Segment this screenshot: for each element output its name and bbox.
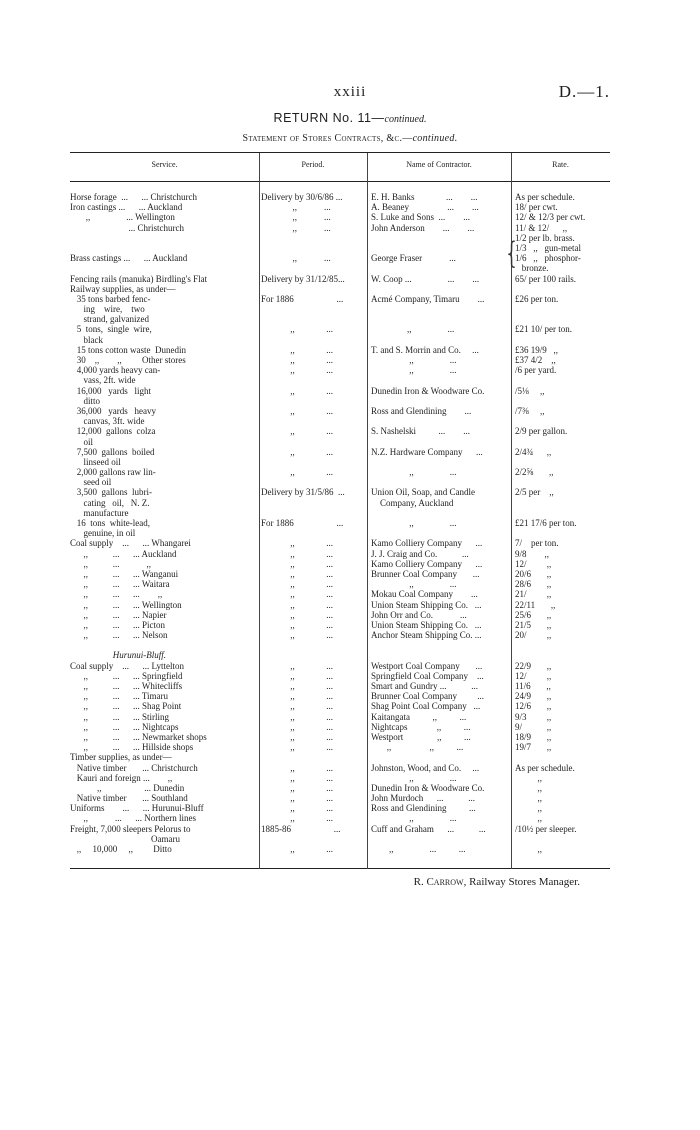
cell-period: Delivery by 31/12/85... [261,273,345,284]
table-body [70,192,610,854]
table-row [70,487,610,497]
cell-contractor: ,, ... [371,355,457,365]
cell-contractor: Acmé Company, Timaru ... [371,293,485,304]
table-row [70,457,610,467]
cell-rate: 20/6 ,, [515,568,552,579]
table-row [70,192,610,202]
cell-service: Iron castings ... ... Auckland [70,202,183,213]
cell-rate: 11/ & 12/ ,, [515,222,568,233]
cell-service: 15 tons cotton waste Dunedin [70,344,186,355]
cell-rate: 24/9 ,, [515,691,552,702]
cell-rate: 21/5 ,, [515,619,552,630]
cell-service: ,, ... ... Newmarket shops [70,731,207,742]
cell-period: ,, ... [261,691,333,702]
table-row [70,752,610,762]
cell-contractor: Union Steam Shipping Co. ... [371,619,482,630]
cell-contractor: Kamo Colliery Company ... [371,538,483,549]
cell-service: Uniforms ... ... Hurunui-Bluff [70,803,204,814]
table-row [70,549,610,559]
cell-period: ,, ... [261,701,333,712]
table-row [70,691,610,701]
cell-contractor: ,, ... ... [371,844,466,854]
subtitle-main: Statement of Stores Contracts, &c.— [242,133,413,144]
table-row [70,538,610,548]
table-row [70,274,610,284]
table-row [70,834,610,844]
table-row [70,243,610,253]
cell-service: ,, 10,000 ,, Ditto [70,844,172,854]
cell-contractor: Kaitangata ,, ... [371,711,467,722]
cell-service: 5 tons, single wire, [70,324,152,335]
table-row [70,416,610,426]
cell-contractor: ,, ... [371,365,457,376]
signature-title: , Railway Stores Manager. [463,876,580,888]
cell-rate: As per schedule. [515,762,575,773]
cell-service: Railway supplies, as under— [70,283,176,294]
table-row [70,671,610,681]
table-row [70,763,610,773]
cell-service: Fencing rails (manuka) Birdling's Flat [70,273,208,284]
cell-contractor: ,, ... [371,813,457,824]
title-main: RETURN No. 11— [273,111,385,125]
cell-service: 3,500 gallons lubri- [70,487,152,498]
cell-contractor: Johnston, Wood, and Co. ... [371,762,480,773]
table-row [70,559,610,569]
cell-rate: ,, [515,772,542,783]
cell-rate: 2/5 per ,, [515,487,554,498]
cell-period: ,, ... [261,568,333,579]
cell-contractor: S. Nashelski ... ... [371,426,470,437]
cell-service: Horse forage ... ... Christchurch [70,192,197,202]
table-row [70,294,610,304]
cell-contractor: Shag Point Coal Company ... [371,701,481,712]
cell-rate: /5⅛ ,, [515,385,545,396]
column-header-rate: Rate. [552,160,569,169]
cell-rate: £37 4/2 ,, [515,355,556,365]
cell-period: Delivery by 30/6/86 ... [261,192,343,202]
cell-service: 35 tons barbed fenc- [70,293,151,304]
cell-period: ,, ... [261,782,333,793]
header-bottom-rule [70,181,610,182]
cell-contractor: Dunedin Iron & Woodware Co. [371,385,485,396]
cell-rate: ,, [515,803,542,814]
cell-rate: 2/2⅝ ,, [515,467,554,478]
cell-period: ,, ... [261,803,333,814]
cell-contractor: Anchor Steam Shipping Co. ... [371,630,482,641]
cell-service: ,, ... ... Wellington [70,599,182,610]
cell-period: ,, ... [261,762,333,773]
cell-rate: 19/7 ,, [515,742,552,753]
table-row [70,620,610,630]
cell-contractor: John Murdoch ... ... [371,793,475,804]
cell-contractor: Westport ,, ... [371,731,471,742]
cell-service: ,, ... ... Springfield [70,670,183,681]
cell-service: canvas, 3ft. wide [70,416,145,427]
cell-service: ,, ... ... Whitecliffs [70,681,183,691]
table-row [70,650,610,660]
cell-period: ,, ... [261,670,333,681]
cell-period: ,, ... [261,446,333,457]
table-row [70,773,610,783]
cell-rate: £36 19/9 ,, [515,344,559,355]
cell-service: ,, ... ... Wanganui [70,568,179,579]
cell-contractor: ,, ... [371,324,455,335]
table-row [70,284,610,294]
cell-rate: £21 10/ per ton. [515,324,572,335]
cell-rate: 28/6 ,, [515,579,552,590]
cell-service: Hurunui-Bluff. [70,650,166,661]
cell-contractor: ,, ... [371,467,457,478]
cell-contractor: J. J. Craig and Co. ... [371,548,469,559]
cell-rate: 20/ ,, [515,630,552,641]
cell-service: Brass castings ... ... Auckland [70,253,188,264]
cell-service: ,, ... ,, [70,558,151,569]
cell-service: Timber supplies, as under— [70,752,172,763]
cell-period: ,, ... [261,660,333,671]
signature-initial: R. [413,876,427,888]
cell-contractor: Mokau Coal Company ... [371,589,478,600]
cell-service: ... Christchurch [70,222,184,233]
cell-rate: 18/9 ,, [515,731,552,742]
cell-period: ,, ... [261,385,333,396]
cell-contractor: W. Coop ... ... ... [371,273,480,284]
cell-service: ,, ... ... Stirling [70,711,170,722]
table-row [70,365,610,375]
table-row [70,793,610,803]
cell-period: Delivery by 31/5/86 ... [261,487,345,498]
cell-service: 4,000 yards heavy can- [70,365,161,376]
cell-service: 36,000 yards heavy [70,405,156,416]
cell-period: ,, ... [261,711,333,722]
signature [414,876,580,888]
cell-period: For 1886 ... [261,293,344,304]
cell-rate: bronze. [515,263,549,274]
table-row [70,467,610,477]
cell-service: Native timber ... Christchurch [70,762,198,773]
cell-rate: 11/6 ,, [515,681,551,691]
table-row [70,406,610,416]
cell-period: ,, ... [261,589,333,600]
table-row [70,304,610,314]
table-row [70,661,610,671]
table-row [70,263,610,273]
cell-rate: 25/6 ,, [515,609,552,620]
table-row [70,844,610,854]
cell-rate: 1/3 ,, gun-metal [515,242,581,253]
cell-rate: 9/3 ,, [515,711,552,722]
cell-service: ing wire, two [70,304,145,315]
cell-rate: ,, [515,844,542,854]
cell-service: genuine, in oil [70,528,136,539]
table-row [70,579,610,589]
cell-service: Coal supply ... ... Whangarei [70,538,191,549]
cell-rate: 12/ & 12/3 per cwt. [515,212,586,223]
cell-period: ,, ... [261,344,333,355]
cell-service: ,, ... ... Nightcaps [70,721,179,732]
cell-period: ,, ... [261,324,333,335]
cell-rate: As per schedule. [515,192,575,202]
table-row [70,569,610,579]
cell-contractor: S. Luke and Sons ... ... [371,212,470,223]
table-row [70,437,610,447]
signature-name: Carrow [426,876,464,888]
table-row [70,528,610,538]
cell-contractor: ,, ,, ... [371,742,464,753]
table-row [70,355,610,365]
cell-service: ,, ... ... Timaru [70,691,169,702]
cell-period: ,, ... [261,548,333,559]
cell-service: strand, galvanized [70,314,149,325]
table-row [70,447,610,457]
cell-contractor: E. H. Banks ... ... [371,192,478,202]
table-row [70,783,610,793]
cell-service: ,, ... Wellington [70,212,175,223]
cell-service: 16,000 yards light [70,385,151,396]
cell-service: ,, ... ... ,, [70,589,163,600]
table-row [70,640,610,650]
cell-rate: 2/9 per gallon. [515,426,568,437]
cell-period: ,, ... [261,212,331,223]
cell-service: vass, 2ft. wide [70,375,136,386]
table-row [70,732,610,742]
cell-service: Oamaru [70,833,180,844]
table-row [70,824,610,834]
cell-period: ,, ... [261,721,333,732]
document-reference: D.—1. [558,82,610,101]
cell-period: ,, ... [261,619,333,630]
table-row [70,600,610,610]
table-row [70,610,610,620]
cell-rate: £21 17/6 per ton. [515,518,577,528]
table-row [70,630,610,640]
cell-contractor: Nightcaps ,, ... [371,721,471,732]
column-header-period: Period. [301,160,325,169]
cell-service: manufacture [70,507,129,518]
table-row [70,386,610,396]
cell-rate: 12/ ,, [515,670,552,681]
curly-brace-icon: { [506,236,517,271]
cell-service: Native timber ... Southland [70,793,188,804]
cell-period: For 1886 ... [261,518,344,528]
cell-contractor: George Fraser ... [371,253,456,264]
table-row [70,202,610,212]
cell-period: ,, ... [261,558,333,569]
cell-service: linseed oil [70,456,121,467]
cell-service: ,, ... ... Auckland [70,548,177,559]
cell-service: cating oil, N. Z. [70,497,150,508]
table-row [70,803,610,813]
cell-contractor: Westport Coal Company ... [371,660,483,671]
cell-period: ,, ... [261,202,331,213]
table-top-rule [70,152,610,153]
cell-rate: 65/ per 100 rails. [515,273,576,284]
subtitle-suffix: continued. [412,133,458,144]
cell-service: ditto [70,395,101,406]
table-row [70,712,610,722]
table-row [70,233,610,243]
cell-rate: 1/6 ,, phosphor- [515,253,581,264]
cell-period: ,, ... [261,681,333,691]
table-row [70,813,610,823]
table-row [70,742,610,752]
table-row [70,722,610,732]
cell-period: ,, ... [261,426,333,437]
cell-service: ,, ... ... Hillside shops [70,742,194,753]
cell-period: 1885-86 ... [261,823,341,834]
cell-service: Freight, 7,000 sleepers Pelorus to [70,823,191,834]
cell-period: ,, ... [261,467,333,478]
cell-period: ,, ... [261,731,333,742]
cell-rate: 12/6 ,, [515,701,552,712]
cell-service: oil [70,436,94,447]
table-row [70,508,610,518]
cell-contractor: ,, ... [371,579,457,590]
cell-service: ,, ... ... Picton [70,619,166,630]
cell-rate: 2/4¾ ,, [515,446,552,457]
cell-contractor: N.Z. Hardware Company ... [371,446,483,457]
cell-service: ,, ... ... Nelson [70,630,168,641]
cell-contractor: T. and S. Morrin and Co. ... [371,344,479,355]
cell-period: ,, ... [261,253,331,264]
cell-rate: /10½ per sleeper. [515,823,577,834]
cell-rate: 12/ ,, [515,558,552,569]
cell-service: black [70,334,103,345]
cell-rate: 1/2 per lb. brass. [515,232,575,243]
cell-service: ,, ... ... Shag Point [70,701,182,712]
cell-contractor: John Orr and Co. ... [371,609,467,620]
table-row [70,518,610,528]
table-row [70,345,610,355]
cell-rate: ,, [515,793,542,804]
cell-rate: 22/11 ,, [515,599,556,610]
table-row [70,314,610,324]
cell-service: 16 tons white-lead, [70,518,150,528]
cell-rate: 22/9 ,, [515,660,552,671]
cell-period: ,, ... [261,793,333,804]
cell-service: 2,000 gallons raw lin- [70,467,156,478]
title-suffix: continued. [384,114,427,125]
page-subtitle [0,133,700,144]
page-title [0,111,700,125]
cell-contractor: Ross and Glendining ... [371,803,476,814]
cell-service: ,, ... ... Waitara [70,579,170,590]
cell-period: ,, ... [261,405,333,416]
table-row [70,701,610,711]
cell-rate: 9/ ,, [515,721,552,732]
table-row [70,324,610,334]
cell-service: Coal supply ... ... Lyttelton [70,660,184,671]
cell-period: ,, ... [261,599,333,610]
table-row [70,681,610,691]
cell-contractor: Kamo Colliery Company ... [371,558,483,569]
cell-rate: /6 per yard. [515,365,557,376]
cell-service: Kauri and foreign ... ,, [70,772,173,783]
table-row [70,375,610,385]
cell-contractor: Cuff and Graham ... ... [371,823,486,834]
cell-contractor: Brunner Coal Company ... [371,568,480,579]
table-row [70,426,610,436]
cell-contractor: Springfield Coal Company ... [371,670,484,681]
cell-rate: ,, [515,782,542,793]
cell-service: 12,000 gallons colza [70,426,156,437]
table-row [70,223,610,233]
cell-period: ,, ... [261,844,333,854]
cell-contractor: Company, Auckland [371,497,454,508]
cell-contractor: Union Oil, Soap, and Candle [371,487,475,498]
cell-period: ,, ... [261,538,333,549]
cell-contractor: Union Steam Shipping Co. ... [371,599,482,610]
cell-period: ,, ... [261,630,333,641]
cell-period: ,, ... [261,772,333,783]
cell-period: ,, ... [261,609,333,620]
cell-contractor: Smart and Gundry ... ... [371,681,478,691]
cell-contractor: John Anderson ... ... [371,222,475,233]
cell-period: ,, ... [261,813,333,824]
cell-period: ,, ... [261,355,333,365]
cell-rate: 18/ per cwt. [515,202,558,213]
column-header-contractor: Name of Contractor. [406,160,472,169]
table-row [70,253,610,263]
cell-service: ,, ... ... Napier [70,609,167,620]
cell-period: ,, ... [261,222,331,233]
cell-service: 7,500 gallons boiled [70,446,155,457]
cell-contractor: Dunedin Iron & Woodware Co. [371,782,485,793]
cell-service: 30 ,, ,, Other stores [70,355,186,365]
table-row [70,396,610,406]
table-row [70,498,610,508]
table-row [70,589,610,599]
cell-period: ,, ... [261,742,333,753]
cell-rate: £26 per ton. [515,293,559,304]
cell-rate: 7/ per ton. [515,538,559,549]
cell-contractor: Brunner Coal Company ... [371,691,484,702]
table-row [70,335,610,345]
cell-rate: 21/ ,, [515,589,552,600]
cell-rate: ,, [515,813,542,824]
table-row [70,212,610,222]
cell-rate: /7⅜ ,, [515,405,545,416]
table-bottom-rule [70,868,610,869]
cell-rate: 9/8 ,, [515,548,550,559]
cell-contractor: Ross and Glendining ... [371,405,472,416]
cell-service: seed oil [70,477,112,488]
cell-contractor: A. Beaney ... ... [371,202,479,213]
cell-service: ,, ... ... Northern lines [70,813,196,824]
cell-service: ,, ... Dunedin [70,782,185,793]
cell-contractor: ,, ... [371,772,457,783]
column-header-service: Service. [151,160,178,169]
cell-contractor: ,, ... [371,518,457,528]
page-number: xxiii [333,84,367,100]
cell-period: ,, ... [261,579,333,590]
table-row [70,477,610,487]
cell-period: ,, ... [261,365,333,376]
